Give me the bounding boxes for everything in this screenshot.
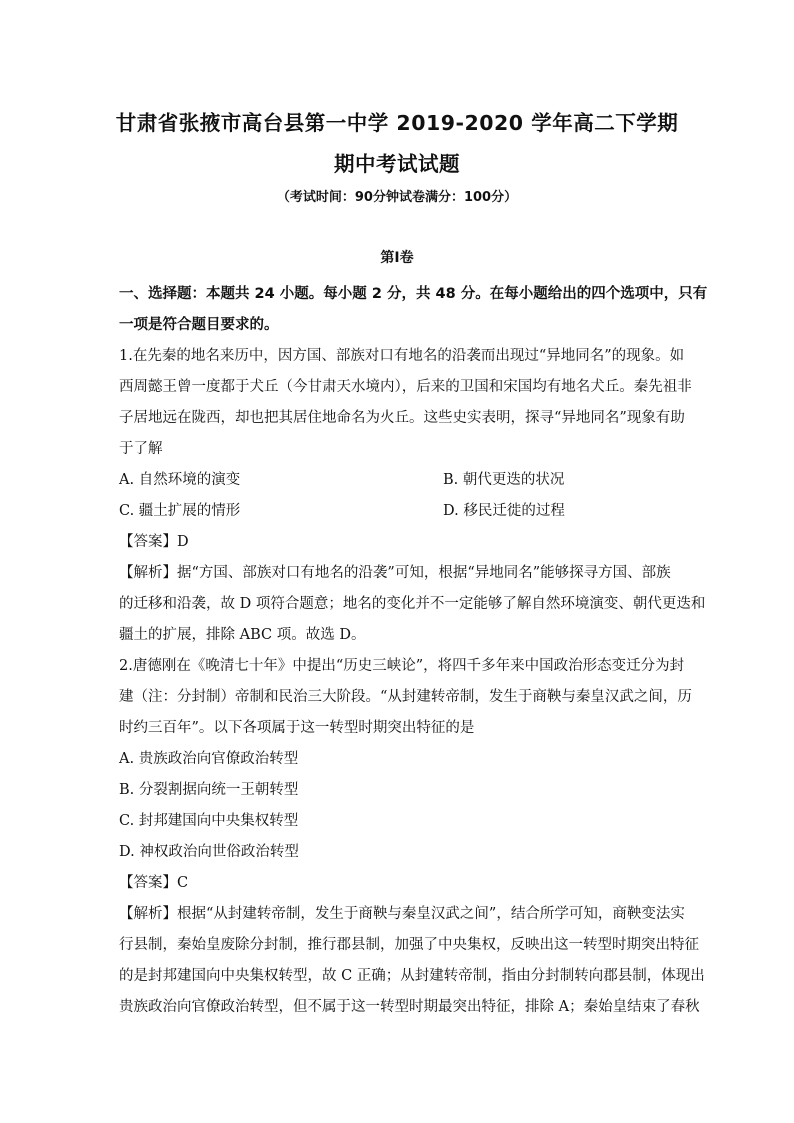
- q2-analysis-line: 贵族政治向官僚政治转型，但不属于这一转型时期最突出特征，排除 A；秦始皇结束了春秋: [119, 999, 700, 1015]
- q2-option-b: B. 分裂割据向统一王朝转型: [119, 782, 299, 798]
- q1-analysis-line: 【解析】据“方国、部族对口有地名的沿袭”可知，根据“异地同名”能够探寻方国、部族: [119, 565, 671, 581]
- q2-option-a: A. 贵族政治向官僚政治转型: [119, 751, 299, 767]
- q2-answer: 【答案】C: [119, 875, 189, 891]
- q2-stem-line: 2.唐德刚在《晚清七十年》中提出“历史三峡论”，将四千多年来中国政治形态变迁分为封: [119, 658, 685, 674]
- q1-option-c: C. 疆土扩展的情形: [119, 503, 241, 519]
- exam-info: （考试时间：90分钟试卷满分：100分）: [276, 190, 518, 205]
- q2-option-c: C. 封邦建国向中央集权转型: [119, 813, 299, 829]
- q2-analysis-line: 行县制，秦始皇废除分封制，推行郡县制，加强了中央集权，反映出这一转型时期突出特征: [119, 937, 699, 953]
- q1-stem-line: 1.在先秦的地名来历中，因方国、部族对口有地名的沿袭而出现过“异地同名”的现象。如: [119, 348, 685, 364]
- q2-analysis-line: 的是封邦建国向中央集权转型，故 C 正确；从封建转帝制，指由分封制转向郡县制，体现出: [119, 968, 705, 984]
- q1-option-d: D. 移民迁徙的过程: [443, 503, 565, 519]
- document-title-line2: 期中考试试题: [334, 152, 460, 176]
- q1-option-b: B. 朝代更迭的状况: [443, 472, 565, 488]
- q2-stem-line: 时约三百年”。以下各项属于这一转型时期突出特征的是: [119, 720, 475, 736]
- q1-stem-line: 于了解: [119, 441, 163, 457]
- section-instruction-line2: 一项是符合题目要求的。: [119, 317, 279, 333]
- q1-option-a: A. 自然环境的演变: [119, 472, 241, 488]
- document-title-line1: 甘肃省张掖市高台县第一中学 2019-2020 学年高二下学期: [115, 111, 679, 135]
- q1-stem-line: 子居地远在陇西，却也把其居住地命名为火丘。这些史实表明，探寻“异地同名”现象有助: [119, 410, 685, 426]
- volume-heading: 第Ⅰ卷: [380, 250, 414, 266]
- q2-option-d: D. 神权政治向世俗政治转型: [119, 844, 299, 860]
- section-instruction-line1: 一、选择题：本题共 24 小题。每小题 2 分，共 48 分。在每小题给出的四个选项中，只有: [119, 286, 708, 302]
- q1-analysis-line: 的迁移和沿袭，故 D 项符合题意；地名的变化并不一定能够了解自然环境演变、朝代更迭和: [119, 596, 706, 612]
- q1-analysis-line: 疆土的扩展，排除 ABC 项。故选 D。: [119, 627, 366, 643]
- q2-analysis-line: 【解析】根据“从封建转帝制，发生于商鞅与秦皇汉武之间”，结合所学可知，商鞅变法实: [119, 906, 685, 922]
- q2-stem-line: 建（注：分封制）帝制和民治三大阶段。“从封建转帝制，发生于商鞅与秦皇汉武之间，历: [119, 689, 692, 705]
- q1-stem-line: 西周懿王曾一度都于犬丘（今甘肃天水境内），后来的卫国和宋国均有地名犬丘。秦先祖非: [119, 379, 692, 395]
- q1-answer: 【答案】D: [119, 534, 189, 550]
